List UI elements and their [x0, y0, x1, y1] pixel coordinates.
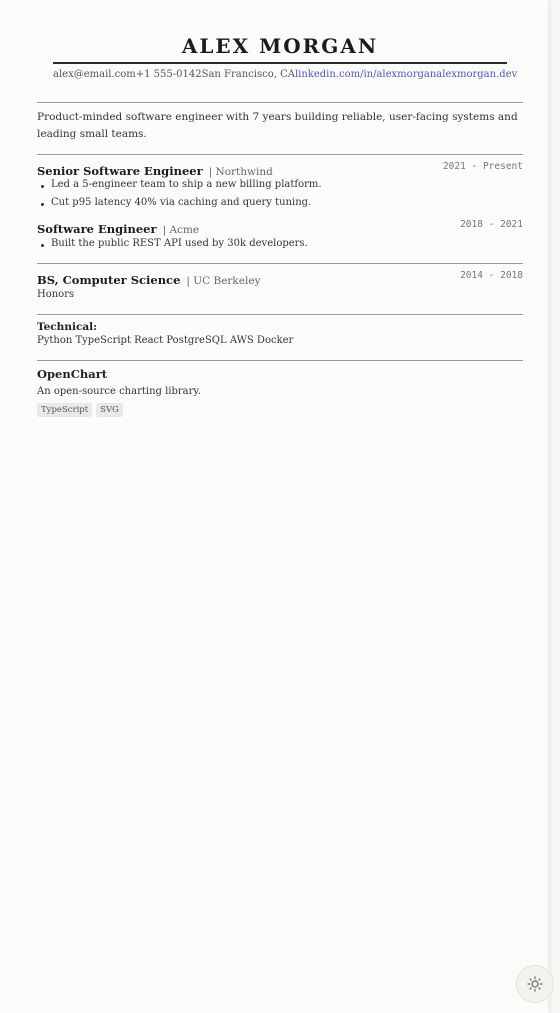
education-entry [37, 269, 523, 285]
section-divider [37, 314, 523, 315]
contact-website-link[interactable]: alexmorgan.dev [436, 69, 518, 80]
contact-line [53, 69, 518, 80]
theme-toggle-button[interactable] [516, 965, 554, 1003]
project-tags [37, 403, 123, 417]
name-divider [53, 62, 507, 64]
section-divider [37, 360, 523, 361]
education-note: Honors [37, 289, 75, 300]
skills-label: Technical: [37, 321, 98, 333]
project-tag: SVG [96, 403, 123, 417]
job-dates: 2021 - Present [442, 161, 523, 172]
summary-text: Product-minded software engineer with 7 years building reliable, user-facing systems and leading small teams. [37, 111, 518, 140]
education-dates: 2014 - 2018 [460, 270, 523, 281]
section-divider [37, 102, 523, 103]
sun-icon [527, 976, 543, 992]
job-title: Senior Software Engineer [37, 164, 203, 178]
experience-entry [37, 160, 523, 176]
experience-entry [37, 218, 523, 234]
resume-name: ALEX MORGAN [181, 34, 379, 58]
contact-email[interactable]: alex@email.com [53, 69, 136, 80]
job-dates: 2018 - 2021 [460, 219, 523, 230]
job-company: | Northwind [208, 166, 273, 178]
project-name: OpenChart [37, 367, 108, 381]
contact-location: San Francisco, CA [201, 69, 295, 80]
job-company: | Acme [162, 224, 200, 236]
job-bullet: Led a 5-engineer team to ship a new billing platform. [51, 179, 521, 190]
school-name: | UC Berkeley [186, 275, 261, 287]
job-bullet: Built the public REST API used by 30k developers. [51, 238, 521, 249]
section-divider [37, 263, 523, 264]
job-title: Software Engineer [37, 222, 157, 236]
contact-phone: +1 555-0142 [135, 69, 202, 80]
skills-list: Python TypeScript React PostgreSQL AWS Docker [37, 335, 294, 346]
contact-linkedin-link[interactable]: linkedin.com/in/alexmorgan [294, 69, 437, 80]
section-divider [37, 154, 523, 155]
job-bullet: Cut p95 latency 40% via caching and query tuning. [51, 197, 521, 208]
degree-title: BS, Computer Science [37, 273, 181, 287]
project-description: An open-source charting library. [37, 386, 201, 397]
project-tag: TypeScript [37, 403, 92, 417]
